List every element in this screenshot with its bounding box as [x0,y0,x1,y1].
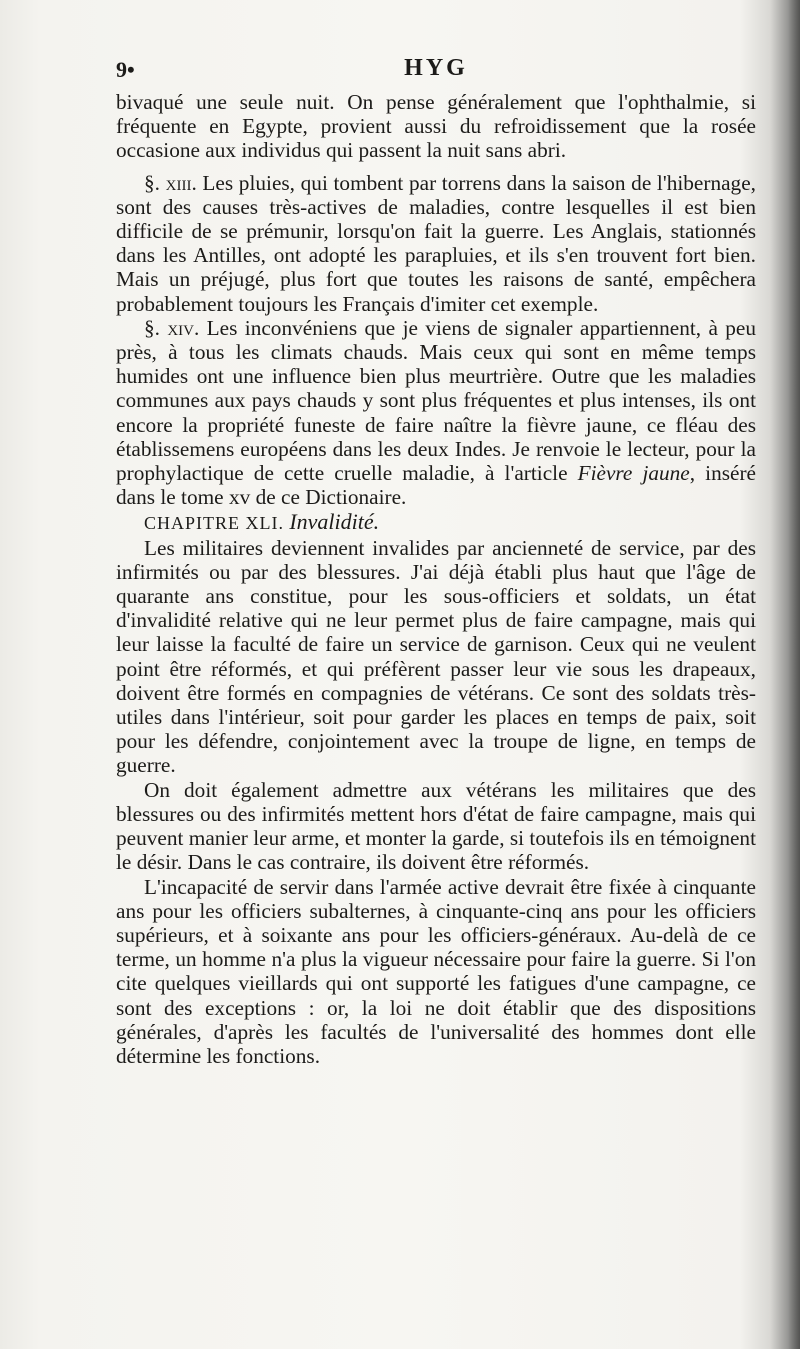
chapter-title: Invalidité. [289,509,380,535]
paragraph-section-13-text: Les pluies, qui tombent par torrens dans la saison de l'hibernage, sont des causes très-actives de maladies, contre lesquelles il est bien difficile de se prémunir, lorsqu'on fait la guerre. Les Anglais, stationnés dans les Antilles, ont adopté les parapluies, et ils s'en trouvent fort bien. Mais un préjugé, plus fort que toutes les raisons de santé, empêchera probablement toujours les Français d'imiter cet exemple. [116,170,756,316]
chapter-label: CHAPITRE XLI. [144,513,284,534]
page-text [116,52,756,1068]
paragraph-continuation: bivaqué une seule nuit. On pense généralement que l'ophthalmie, si fréquente en Egypte, provient aussi du refroidissement que la rosée occasione aux individus qui passent la nuit sans abri. [116,90,756,163]
running-title: HYG [404,55,468,81]
paragraph-section-14 [116,316,756,510]
paragraph-section-14-end: , inséré dans le tome xv de ce Dictionaire. [116,461,757,510]
paragraph-invalidite-3: L'incapacité de servir dans l'armée active devrait être fixée à cinquante ans pour les officiers subalternes, à cinquante-cinq ans pour les officiers supérieurs, et à soixante ans pour les officiers-généraux. Au-delà de ce terme, un homme n'a plus la vigueur nécessaire pour faire la guerre. Si l'on cite quelques vieillards qui ont supporté les fatigues d'une campagne, ce sont des exceptions : or, la loi ne doit établir que des dispositions générales, d'après les facultés de l'universalité des hommes dont elle détermine les fonctions. [116,874,756,1068]
page-number: 9• [116,57,135,82]
running-head [116,52,756,90]
section-mark-14: §. xiv. [144,315,200,340]
section-mark-13: §. xiii. [144,170,197,195]
chapter-heading [116,510,756,535]
article-reference: Fièvre jaune [577,461,690,486]
binding-shadow [788,0,800,1349]
paragraph-section-13 [116,171,756,316]
paragraph-invalidite-1: Les militaires deviennent invalides par ancienneté de service, par des infirmités ou par des blessures. J'ai déjà établi plus haut que l'âge de quarante ans constitue, pour les sous-officiers et soldats, un état d'invalidité relative qui ne leur permet plus de faire campagne, mais qui leur laisse la faculté de faire un service de garnison. Ceux qui ne veulent point être réformés, et qui préfèrent passer leur vie sous les drapeaux, doivent être formés en compagnies de vétérans. Ce sont des soldats très-utiles dans l'intérieur, soit pour garder les places en temps de paix, soit pour les défendre, conjointement avec la troupe de ligne, en temps de guerre. [116,535,756,778]
paragraph-section-14-text: Les inconvéniens que je viens de signaler appartiennent, à peu près, à tous les climats chauds. Mais ceux qui sont en même temps humides ont une influence bien plus meurtrière. Outre que les maladies communes aux pays chauds y sont plus fréquentes et plus intenses, ils ont encore la propriété funeste de faire naître la fièvre jaune, ce fléau des établissemens européens dans les deux Indes. Je renvoie le lecteur, pour la prophylactique de cette cruelle maladie, à l'article [116,315,756,486]
paragraph-invalidite-2: On doit également admettre aux vétérans les militaires que des blessures ou des infirmités mettent hors d'état de faire campagne, mais qui peuvent manier leur arme, et monter la garde, si toutefois ils en témoignent le désir. Dans le cas contraire, ils doivent être réformés. [116,777,756,875]
